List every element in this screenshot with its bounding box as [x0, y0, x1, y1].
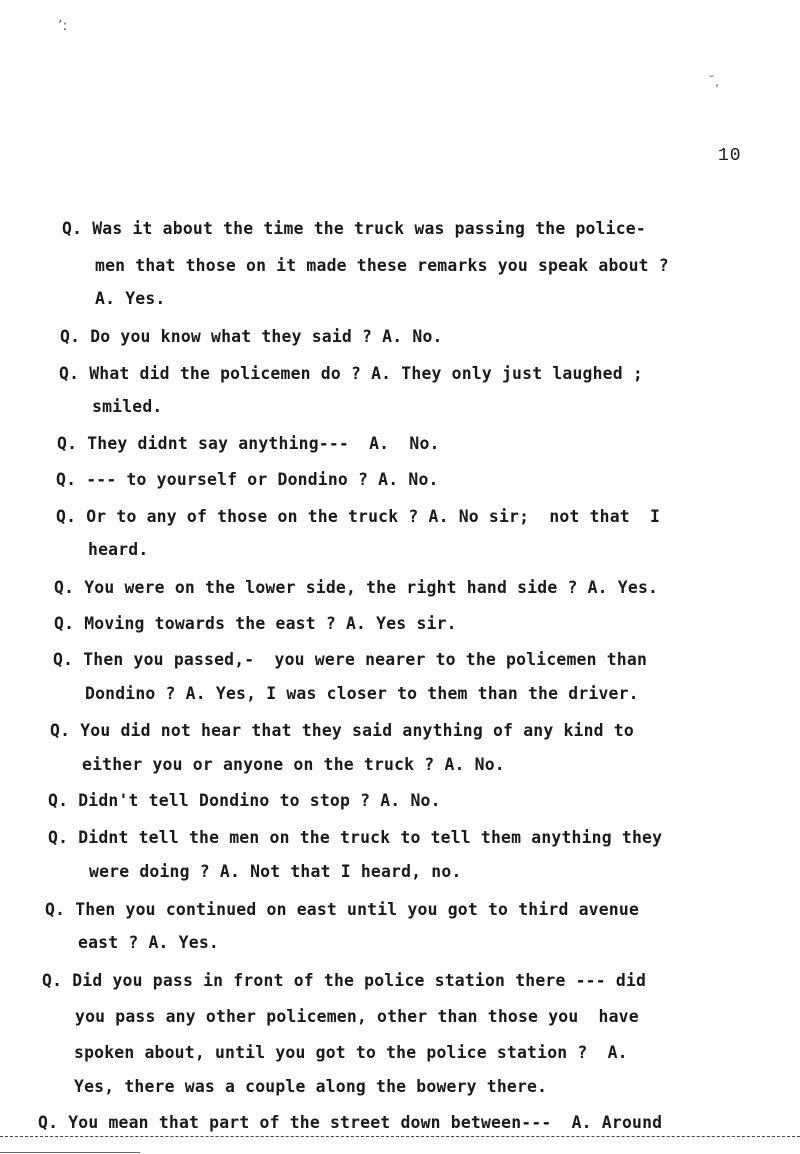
transcript-line: Dondino ? A. Yes, I was closer to them than the driver. [85, 684, 639, 703]
transcript-line: Q. Didnt tell the men on the truck to tell them anything they [48, 828, 663, 847]
transcript-line: heard. [88, 540, 149, 559]
transcript-line: Q. Then you passed,- you were nearer to the policemen than [53, 650, 648, 669]
transcript-line: Q. --- to yourself or Dondino ? A. No. [56, 470, 439, 489]
transcript-line: Q. Didn't tell Dondino to stop ? A. No. [48, 791, 441, 810]
transcript-line: Q. You did not hear that they said anything of any kind to [50, 721, 634, 740]
transcript-line: A. Yes. [95, 289, 166, 308]
transcript-line: Yes, there was a couple along the bowery there. [74, 1077, 548, 1096]
transcript-line: Q. They didnt say anything--- A. No. [57, 434, 440, 453]
page-bottom-rule-short [0, 1152, 140, 1153]
transcript-line: either you or anyone on the truck ? A. No. [82, 755, 505, 774]
transcript-line: Q. Did you pass in front of the police station there --- did [42, 971, 647, 990]
transcript-line: you pass any other policemen, other than those you have [75, 1007, 639, 1026]
transcript-line: Q. You mean that part of the street down between--- A. Around [38, 1113, 663, 1132]
transcript-line: Q. What did the policemen do ? A. They only just laughed ; [59, 364, 643, 383]
transcript-line: were doing ? A. Not that I heard, no. [89, 862, 462, 881]
transcript-line: Q. Or to any of those on the truck ? A. No sir; not that I [56, 507, 661, 526]
transcript-line: Q. Was it about the time the truck was passing the police- [62, 219, 646, 238]
corner-mark: ʼ: [58, 18, 68, 34]
corner-mark-right: ˘, [708, 74, 720, 90]
page-bottom-rule [0, 1136, 800, 1137]
transcript-line: Q. Moving towards the east ? A. Yes sir. [54, 614, 457, 633]
transcript-line: Q. Do you know what they said ? A. No. [60, 327, 443, 346]
transcript-line: Q. You were on the lower side, the right hand side ? A. Yes. [54, 578, 659, 597]
transcript-line: east ? A. Yes. [78, 933, 219, 952]
transcript-line: spoken about, until you got to the police station ? A. [74, 1043, 628, 1062]
transcript-line: smiled. [92, 397, 163, 416]
transcript-line: men that those on it made these remarks you speak about ? [95, 256, 669, 275]
transcript-line: Q. Then you continued on east until you got to third avenue [45, 900, 640, 919]
page-number: 10 [718, 146, 742, 166]
